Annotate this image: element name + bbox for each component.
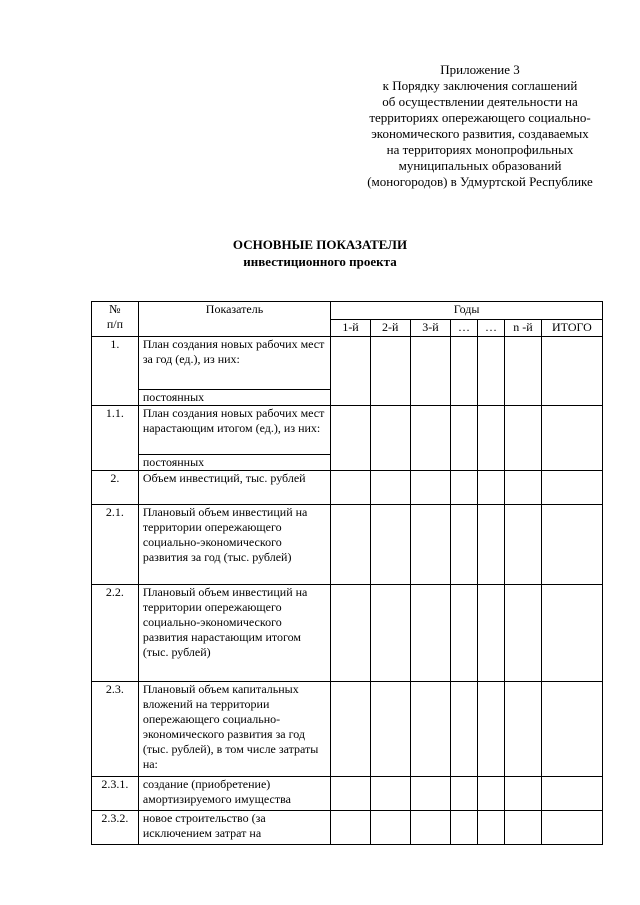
value-cell [410,505,451,585]
value-cell [370,505,410,585]
header-row-1 [92,302,603,320]
value-cell [451,585,477,682]
row-indicator: План создания новых рабочих мест за год (ед.), из них: [138,337,330,390]
value-cell [331,406,371,471]
row-number: 2.2. [92,585,139,682]
appendix-line: на территориях монопрофильных [386,142,574,157]
appendix-line: (моногородов) в Удмуртской Республике [367,174,593,189]
value-cell [410,682,451,777]
value-cell [331,337,371,406]
indicators-table [91,301,603,845]
value-cell [451,471,477,505]
row-indicator: Плановый объем инвестиций на территории опережающего социально-экономического развития за год (тыс. рублей) [138,505,330,585]
value-cell [477,505,504,585]
table-row [92,471,603,505]
header-year-ellipsis-2: … [477,320,504,337]
value-cell [370,585,410,682]
title-sub: инвестиционного проекта [243,254,397,269]
value-cell [541,471,602,505]
value-cell [505,337,542,406]
row-subindicator: постоянных [138,389,330,405]
value-cell [451,406,477,471]
title-main: ОСНОВНЫЕ ПОКАЗАТЕЛИ [232,237,408,252]
value-cell [505,406,542,471]
value-cell [505,585,542,682]
row-number: 1.1. [92,406,139,471]
header-num [92,302,139,337]
table-row [92,406,603,455]
header-year-3: 3-й [410,320,451,337]
value-cell [541,811,602,845]
value-cell [505,811,542,845]
value-cell [410,811,451,845]
value-cell [370,471,410,505]
value-cell [451,505,477,585]
header-num-line2: п/п [106,317,123,331]
row-number: 2.3. [92,682,139,777]
value-cell [331,777,371,811]
table-row [92,682,603,777]
value-cell [541,585,602,682]
value-cell [410,406,451,471]
header-num-line1: № [109,302,121,316]
value-cell [370,811,410,845]
value-cell [331,471,371,505]
header-total: ИТОГО [541,320,602,337]
header-indicator: Показатель [138,302,330,337]
value-cell [410,585,451,682]
row-indicator: Плановый объем инвестиций на территории опережающего социально-экономического развития нарастающим итогом (тыс. рублей) [138,585,330,682]
appendix-line: экономического развития, создаваемых [371,126,589,141]
value-cell [410,471,451,505]
table-row [92,337,603,390]
value-cell [505,682,542,777]
value-cell [370,406,410,471]
row-number: 2.3.1. [92,777,139,811]
table-row [92,505,603,585]
row-indicator: Объем инвестиций, тыс. рублей [138,471,330,505]
value-cell [477,337,504,406]
value-cell [370,337,410,406]
value-cell [451,682,477,777]
row-number: 1. [92,337,139,406]
value-cell [477,682,504,777]
value-cell [451,337,477,406]
appendix-line: муниципальных образований [398,158,562,173]
document-title [0,236,640,270]
value-cell [331,585,371,682]
value-cell [477,585,504,682]
row-indicator: План создания новых рабочих мест нарастающим итогом (ед.), из них: [138,406,330,455]
appendix-line: территориях опережающего социально- [369,110,591,125]
row-number: 2.3.2. [92,811,139,845]
value-cell [451,811,477,845]
row-indicator: новое строительство (за исключением затрат на [138,811,330,845]
row-number: 2. [92,471,139,505]
header-year-1: 1-й [331,320,371,337]
table-row [92,777,603,811]
value-cell [370,682,410,777]
value-cell [331,811,371,845]
value-cell [505,471,542,505]
value-cell [370,777,410,811]
header-years: Годы [331,302,603,320]
value-cell [410,337,451,406]
row-subindicator: постоянных [138,455,330,471]
appendix-line: об осуществлении деятельности на [382,94,578,109]
value-cell [505,777,542,811]
value-cell [477,406,504,471]
header-year-n: n -й [505,320,542,337]
value-cell [541,337,602,406]
value-cell [331,682,371,777]
table-row [92,585,603,682]
value-cell [477,811,504,845]
appendix-line: к Порядку заключения соглашений [382,78,578,93]
value-cell [410,777,451,811]
value-cell [541,682,602,777]
value-cell [541,505,602,585]
header-year-2: 2-й [370,320,410,337]
row-number: 2.1. [92,505,139,585]
appendix-header [330,62,630,190]
value-cell [451,777,477,811]
row-indicator: создание (приобретение) амортизируемого имущества [138,777,330,811]
table-row [92,811,603,845]
appendix-line: Приложение 3 [440,62,520,77]
value-cell [331,505,371,585]
row-indicator: Плановый объем капитальных вложений на территории опережающего социально-экономического развития за год (тыс. рублей), в том числе затраты на: [138,682,330,777]
header-year-ellipsis-1: … [451,320,477,337]
value-cell [477,777,504,811]
value-cell [477,471,504,505]
value-cell [505,505,542,585]
value-cell [541,406,602,471]
value-cell [541,777,602,811]
